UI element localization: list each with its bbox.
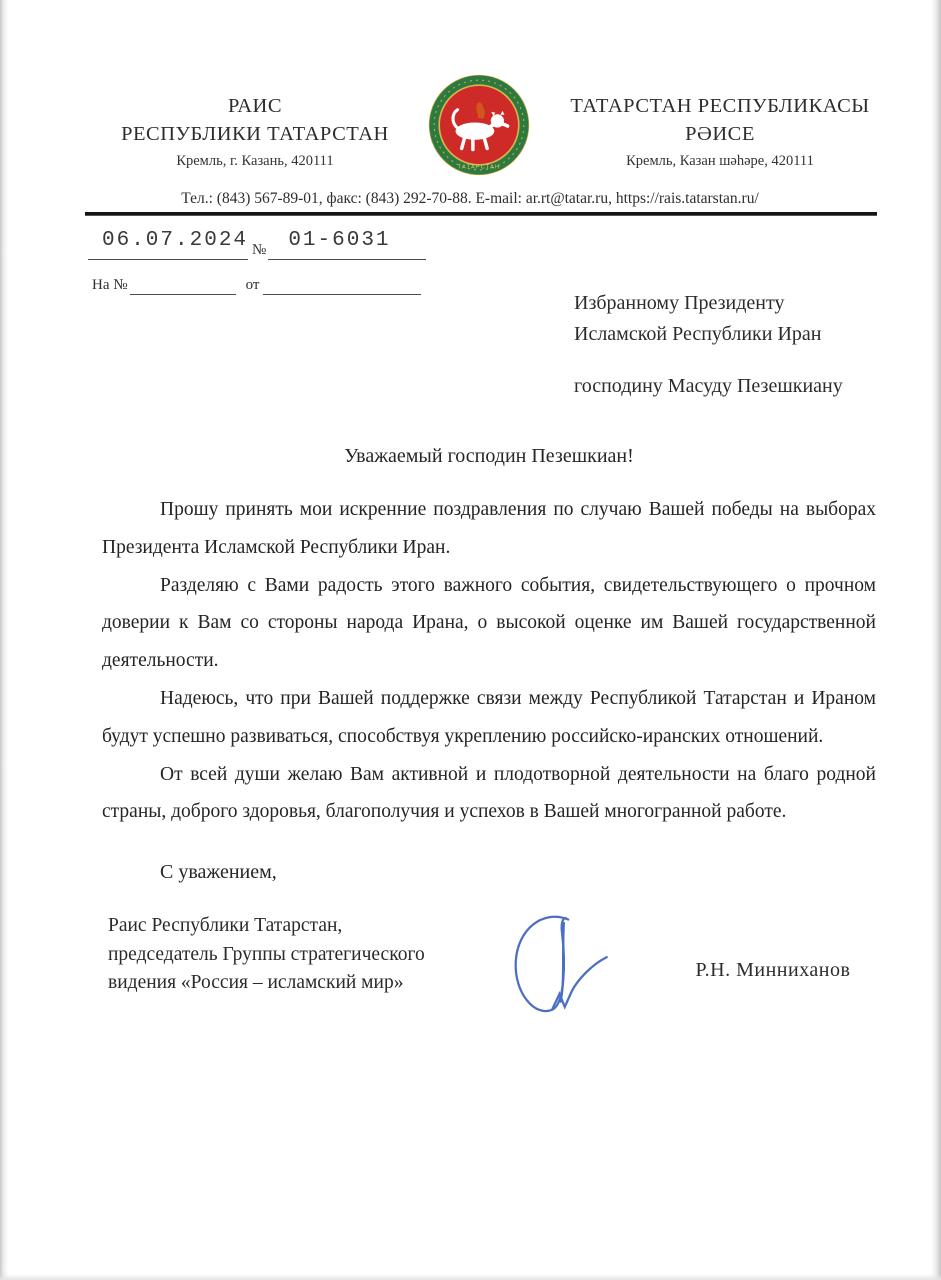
outgoing-date-value: 06.07.2024 — [102, 229, 249, 252]
letterhead-rule — [85, 212, 877, 216]
outgoing-number-field — [268, 229, 426, 260]
signature-ink — [500, 902, 640, 1042]
contact-line: Тел.: (843) 567-89-01, факс: (843) 292-70-88. E-mail: ar.rt@tatar.ru, https://rais.tatarstan.ru/ — [181, 190, 759, 207]
ot-label: от — [245, 277, 260, 293]
photo-edge-right — [931, 0, 941, 1280]
valediction: С уважением, — [160, 861, 277, 884]
photo-edge-bottom — [0, 1274, 941, 1280]
number-sign-label: № — [252, 242, 267, 258]
letterhead-tatar-title-line2: РӘИСЕ — [685, 123, 755, 145]
reply-date-field — [263, 294, 421, 295]
reference-row-reply — [88, 273, 448, 295]
na-no-label: На № — [92, 277, 128, 293]
addressee-line3: господину Масуду Пезешкиану — [574, 375, 843, 397]
emblem-caption: ТАТАРСТАН — [457, 164, 501, 171]
signer-title-line1: Раис Республики Татарстан, — [108, 915, 343, 937]
paragraph-3: Надеюсь, что при Вашей поддержке связи между Республикой Татарстан и Ираном будут успешно развиваться, способствуя укреплению российско-иранских отношений. — [102, 687, 876, 747]
addressee-line1: Избранному Президенту — [574, 292, 785, 314]
letterhead-russian-title-line2: РЕСПУБЛИКИ ТАТАРСТАН — [121, 123, 389, 145]
signer-title-line2: председатель Группы стратегического — [108, 943, 425, 965]
letterhead-russian-title-line1: РАИС — [227, 95, 283, 117]
tatarstan-coat-of-arms-icon — [428, 72, 530, 178]
addressee-line2: Исламской Республики Иран — [574, 323, 822, 345]
letterhead-tatar-title-line1: ТАТАРСТАН РЕСПУБЛИКАСЫ — [570, 95, 870, 117]
reference-row-date-number — [88, 224, 448, 260]
photo-edge-left — [0, 0, 8, 1280]
letterhead-tatar-address: Кремль, Казан шәһәре, 420111 — [626, 153, 814, 169]
reply-number-field — [130, 294, 236, 295]
letterhead-russian-block — [85, 92, 425, 170]
addressee-block — [574, 288, 843, 402]
signer-title — [108, 912, 500, 1042]
emblem-svg — [428, 72, 530, 178]
signature-block — [108, 912, 876, 1042]
reference-block — [88, 224, 448, 295]
letterhead-russian-address: Кремль, г. Казань, 420111 — [176, 153, 334, 169]
letterhead-tatar-block — [545, 92, 895, 170]
paragraph-2: Разделяю с Вами радость этого важного события, свидетельствующего о прочном доверии к Вам со стороны народа Ирана, о высокой оценке им Вашей государственной деятельности. — [102, 574, 876, 672]
letter-body — [102, 443, 876, 1042]
paragraph-1: Прошу принять мои искренние поздравления по случаю Вашей победы на выборах Президента Исламской Республики Иран. — [102, 499, 876, 558]
paragraph-4: От всей души желаю Вам активной и плодотворной деятельности на благо родной страны, доброго здоровья, благополучия и успехов в Вашей многогранной работе. — [102, 763, 876, 823]
salutation: Уважаемый господин Пезешкиан! — [344, 445, 634, 467]
outgoing-date-field — [88, 229, 248, 260]
signer-title-line3: видения «Россия – исламский мир» — [108, 972, 404, 994]
handwritten-signature — [500, 902, 670, 1042]
signer-name: Р.Н. Минниханов — [695, 959, 851, 982]
outgoing-number-value: 01-6031 — [288, 229, 391, 252]
